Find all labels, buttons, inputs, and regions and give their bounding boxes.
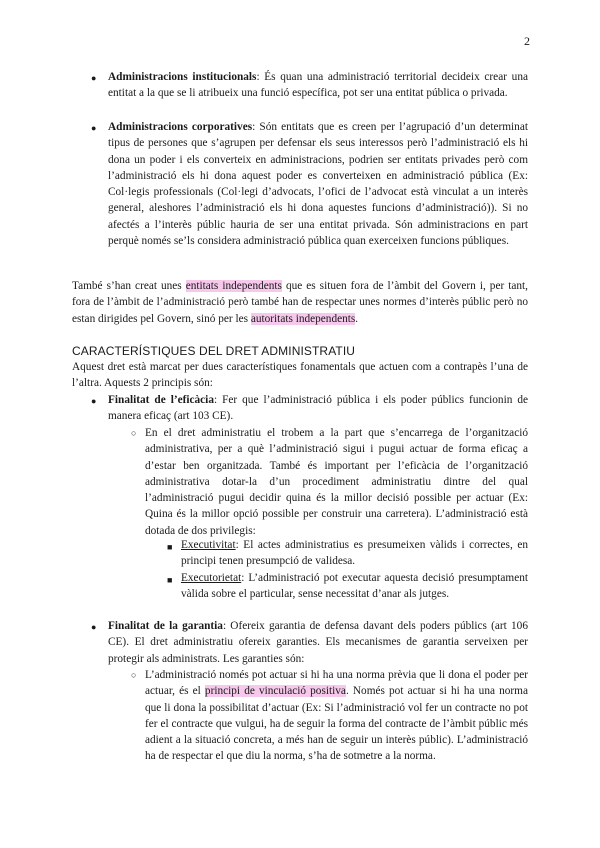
- bullet-disc-icon: ●: [91, 396, 97, 406]
- term-institucionals: Administracions institucionals: [108, 71, 257, 83]
- term-corporatives: Administracions corporatives: [108, 121, 253, 133]
- para-text: que es situen fora de l’àmbit del Govern i, per tant, fora de l’àmbit de l’administració però també han de respectar unes normes d’interès públic però no estan dirigides pel Govern, sinó per les: [72, 280, 528, 325]
- sub-text: L’administració només pot actuar si hi ha una norma prèvia que li dona el poder per actuar, és el: [145, 669, 528, 698]
- para-text: .: [355, 312, 359, 325]
- text-corporatives: : Són entitats que es creen per l’agrupació d’un determinat tipus de persones que s’agrupen per defensar els seus interessos però l’administració els hi dona un poder i els converteix en administracions, podrien ser entitats privades però com l’administració els hi dona aquest poder es converteixen en administració pública (Ex: Col·legis professionals (Col·legi d’advocats, l’ofici de l’advocat està vinculat a un interès general, aleshores l’administració els hi dona aquestes funcions d’administració)). Si no afectés a l’interès públic hauria de ser una entitat privada. Són administracions en part perquè només se’ls considera administració pública quan exerceixen funcions públiques.: [108, 121, 528, 248]
- term-garantia: Finalitat de la garantia: [108, 620, 223, 632]
- list-item-institucionals: [108, 69, 528, 102]
- term-executivitat: Executivitat: [181, 539, 236, 551]
- privilege-executorietat: [181, 570, 528, 603]
- text-garantia: : Ofereix garantia de defensa davant dels poders públics (art 106 CE). El dret administratiu ofereix garanties. Els mecanismes de garantia serveixen per protegir als administrats. Les garanties són:: [108, 620, 528, 665]
- privilege-executivitat: [181, 537, 528, 570]
- list-item-corporatives: [108, 119, 528, 249]
- highlight-entitats: entitats independents: [185, 280, 282, 292]
- section-heading: CARACTERÍSTIQUES DEL DRET ADMINISTRATIU: [72, 344, 356, 358]
- list-item-garantia: [108, 618, 528, 667]
- bullet-square-icon: ■: [167, 542, 173, 552]
- list-item-eficacia: [108, 392, 528, 425]
- sub-item-eficacia: En el dret administratiu el trobem a la part que s’encarrega de l’organització administrativa, per a què l’administració sigui i pugui actuar de forma eficaç a d’estar ben organitzada. També és important per l’eficàcia de l’organització administrativa dotar-la d’un procediment administratiu dintre del qual l’administració pugui decidir quina és la millor decisió possible per actuar (Ex: Quina és la millor opció possible per construir una carretera). L’administració està dotada de dos privilegis:: [145, 427, 528, 537]
- sub-item-garantia: [145, 667, 528, 765]
- term-executorietat: Executorietat: [181, 572, 242, 584]
- intro-paragraph: Aquest dret està marcat per dues característiques fonamentals que actuen com a contrapès l’una de l’altra. Aquests 2 principis són:: [72, 361, 528, 390]
- text-eficacia: : Fer que l’administració pública i els poder públics funcionin de manera eficaç (art 103 CE).: [108, 394, 529, 423]
- bullet-disc-icon: ●: [91, 123, 97, 133]
- text-executivitat: : El actes administratius es presumeixen vàlids i correctes, en principi tenen presumpció de validesa.: [181, 539, 528, 568]
- para-text: També s’han creat unes: [72, 280, 186, 292]
- paragraph-entitats: [72, 278, 528, 327]
- bullet-circle-icon: ○: [131, 428, 137, 438]
- bullet-disc-icon: ●: [91, 73, 97, 83]
- highlight-autoritats: autoritats independents: [250, 312, 356, 325]
- highlight-vinculacio: principi de vinculació positiva: [204, 685, 346, 698]
- sub-text: . Només pot actuar si hi ha una norma que li dona la possibilitat d’actuar (Ex: Si l’administració vol fer un contracte no pot fer el contracte que vulgui, ha de seguir la forma del contracte de l’àmbit públic més adient a la situació concreta, a més han de seguir un interès públic). L’administració ha de respectar el que diu la norma, s’ha de sotmetre a la norma.: [145, 685, 528, 763]
- text-executorietat: : L’administració pot executar aquesta decisió presumptament vàlida sobre el particular, sense necessitat d’anar als jutges.: [181, 572, 528, 601]
- bullet-circle-icon: ○: [131, 670, 137, 680]
- text-institucionals: : És quan una administració territorial decideix crear una entitat a la que se li atribueix una funció específica, pot ser una entitat pública o privada.: [108, 71, 528, 100]
- page-number: 2: [524, 34, 530, 48]
- term-eficacia: Finalitat de l’eficàcia: [108, 394, 214, 406]
- bullet-disc-icon: ●: [91, 622, 97, 632]
- bullet-square-icon: ■: [167, 575, 173, 585]
